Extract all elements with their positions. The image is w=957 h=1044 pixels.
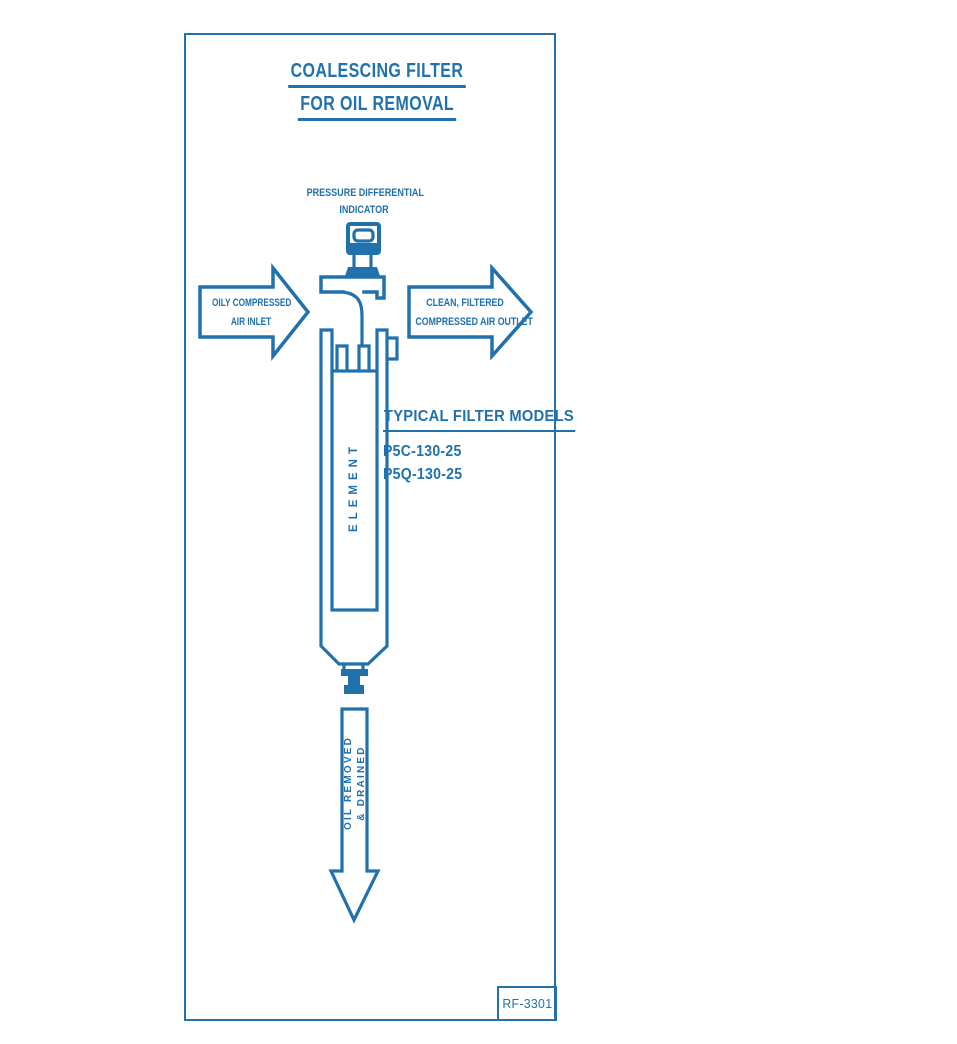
neck-step-right bbox=[359, 346, 369, 369]
filter-models-heading: TYPICAL FILTER MODELS bbox=[383, 408, 575, 432]
title-line-2: FOR OIL REMOVAL bbox=[298, 93, 457, 121]
reference-number-box bbox=[497, 986, 557, 1021]
outlet-port-bracket bbox=[389, 338, 397, 359]
drain-arrow-label bbox=[342, 736, 368, 830]
neck-step-left bbox=[337, 346, 347, 369]
filter-models-list bbox=[383, 440, 592, 486]
valve-neck bbox=[348, 676, 360, 685]
pressure-indicator-label bbox=[307, 185, 422, 219]
filter-model-item: P5Q-130-25 bbox=[383, 466, 463, 483]
flow-curve bbox=[343, 292, 362, 345]
reference-number: RF-3301 bbox=[501, 996, 553, 1011]
outlet-label-line2: COMPRESSED AIR OUTLET bbox=[415, 316, 533, 328]
pressure-indicator-label-line2: INDICATOR bbox=[339, 204, 389, 216]
indicator-window bbox=[354, 230, 373, 241]
diagram-title bbox=[257, 60, 497, 121]
valve-base bbox=[344, 685, 364, 694]
pressure-indicator-label-line1: PRESSURE DIFFERENTIAL bbox=[306, 187, 424, 199]
drain-label-line1: OIL REMOVED bbox=[343, 735, 354, 831]
inlet-label-line1: OILY COMPRESSED bbox=[212, 297, 292, 309]
filter-models bbox=[383, 408, 592, 486]
outlet-arrow-label bbox=[415, 294, 533, 332]
element-label: ELEMENT bbox=[348, 442, 360, 532]
title-line-1: COALESCING FILTER bbox=[288, 60, 466, 88]
drain-valve-shape bbox=[341, 664, 368, 694]
inlet-arrow-label bbox=[212, 294, 290, 332]
drain-label-line2: & DRAINED bbox=[356, 745, 367, 821]
outlet-label-line1: CLEAN, FILTERED bbox=[426, 297, 504, 309]
inlet-label-line2: AIR INLET bbox=[230, 316, 272, 328]
filter-model-item: P5C-130-25 bbox=[383, 443, 462, 460]
pressure-indicator-icon bbox=[345, 224, 380, 276]
indicator-base bbox=[345, 267, 380, 276]
valve-cap bbox=[341, 669, 368, 676]
